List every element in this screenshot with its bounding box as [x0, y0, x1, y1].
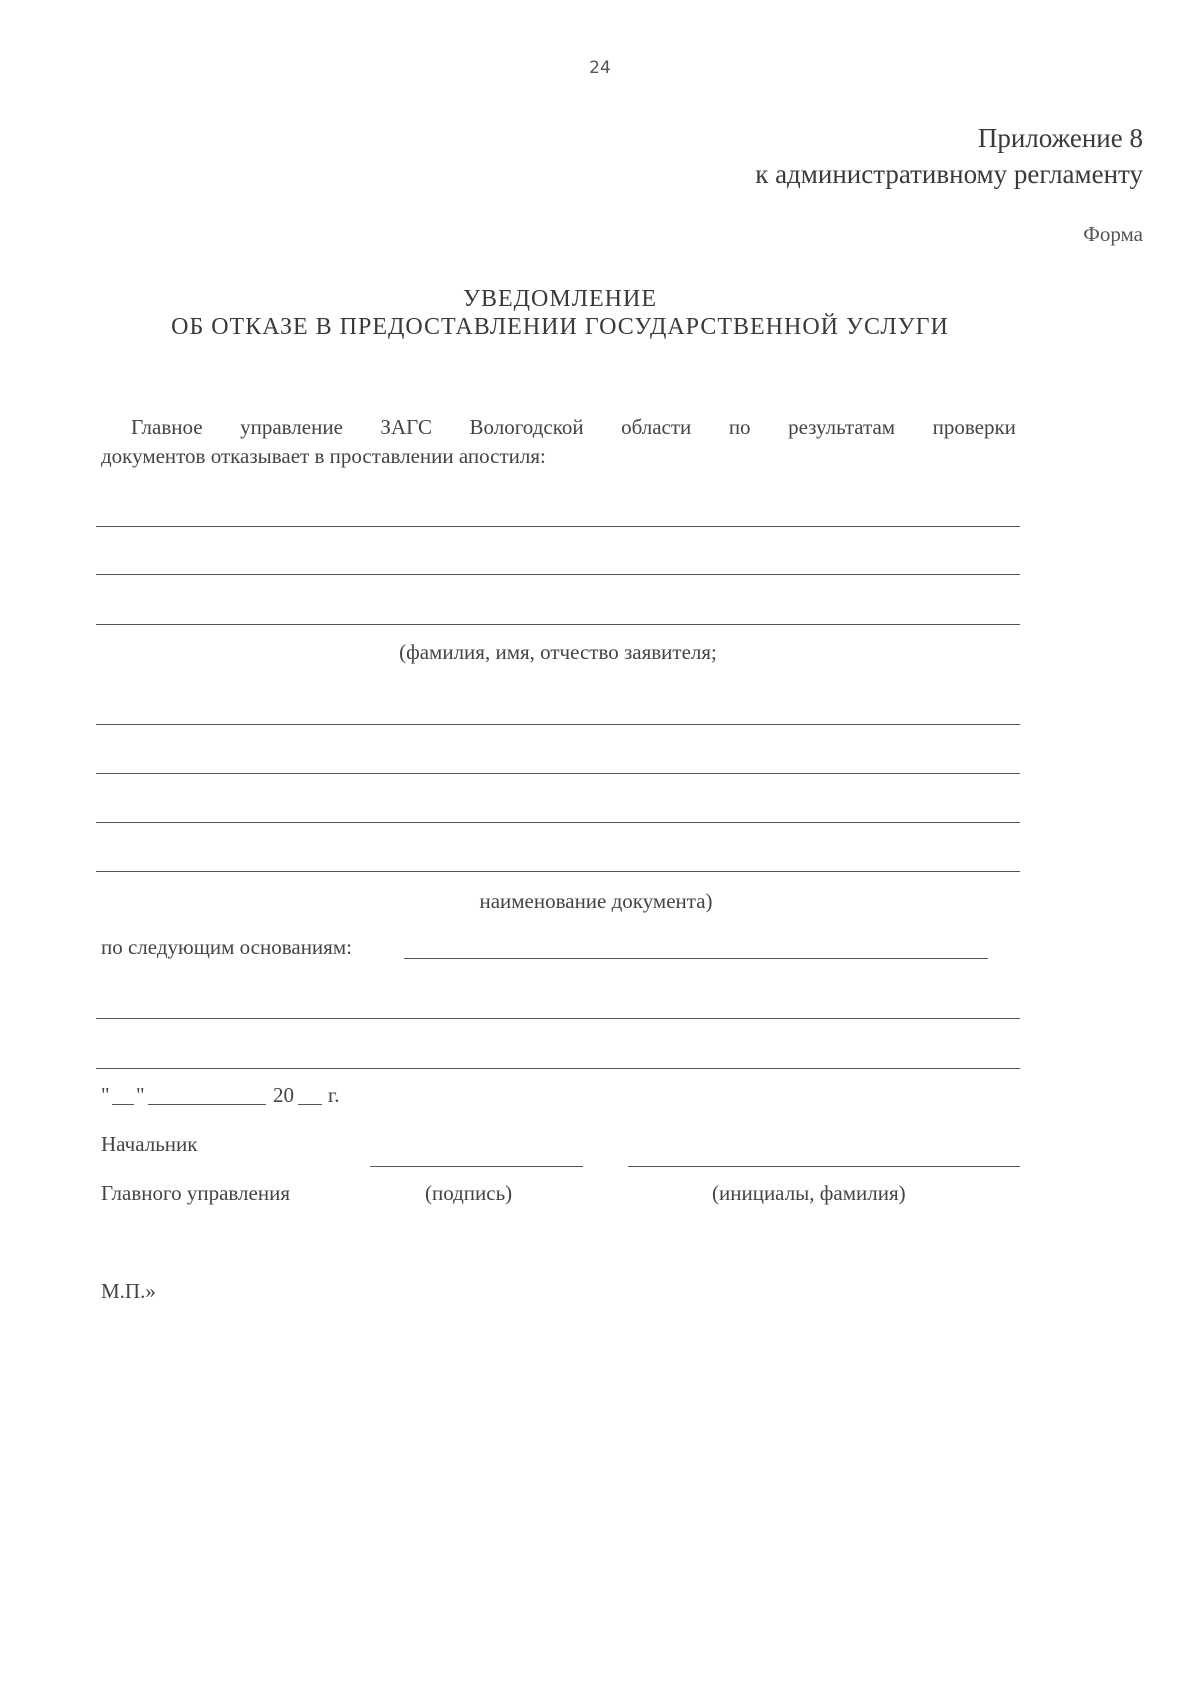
- signature-caption: (подпись): [425, 1181, 513, 1205]
- document-title: УВЕДОМЛЕНИЕ: [463, 286, 657, 312]
- grounds-blank-line[interactable]: [404, 958, 988, 959]
- date-day-blank[interactable]: [112, 1104, 134, 1105]
- grounds-label: по следующим основаниям:: [101, 935, 352, 959]
- form-label: Форма: [1083, 222, 1143, 246]
- document-blank-line[interactable]: [96, 822, 1020, 823]
- body-line-2: документов отказывает в проставлении апостиля:: [101, 444, 546, 468]
- page-number: 24: [589, 58, 611, 78]
- applicant-blank-line[interactable]: [96, 624, 1020, 625]
- appendix-header: [755, 120, 1143, 192]
- date-year-suffix: г.: [328, 1083, 340, 1107]
- body-paragraph: [101, 413, 1016, 471]
- name-caption: (инициалы, фамилия): [712, 1181, 906, 1205]
- document-subtitle: ОБ ОТКАЗЕ В ПРЕДОСТАВЛЕНИИ ГОСУДАРСТВЕННОЙ УСЛУГИ: [171, 314, 949, 340]
- body-word: управление: [240, 415, 343, 439]
- seal-label: М.П.»: [101, 1279, 156, 1303]
- date-open-quote: ": [101, 1083, 110, 1107]
- document-blank-line[interactable]: [96, 773, 1020, 774]
- signer-title-line-1: Начальник: [101, 1132, 198, 1156]
- date-close-quote: ": [136, 1083, 145, 1107]
- grounds-blank-line[interactable]: [96, 1068, 1020, 1069]
- date-year-prefix: 20: [273, 1083, 294, 1107]
- body-word: Главное: [131, 415, 203, 439]
- document-blank-line[interactable]: [96, 871, 1020, 872]
- date-year-blank[interactable]: [298, 1104, 322, 1105]
- appendix-number: Приложение 8: [977, 123, 1143, 153]
- body-word: проверки: [932, 415, 1016, 439]
- body-word: области: [621, 415, 692, 439]
- applicant-blank-line[interactable]: [96, 574, 1020, 575]
- body-word: Вологодской: [469, 415, 584, 439]
- body-word: результатам: [788, 415, 896, 439]
- signature-blank-line[interactable]: [370, 1166, 583, 1167]
- body-word: по: [728, 415, 751, 439]
- appendix-reference: к административному регламенту: [755, 159, 1143, 189]
- applicant-caption: (фамилия, имя, отчество заявителя;: [399, 640, 717, 664]
- signer-title-line-2: Главного управления: [101, 1181, 290, 1205]
- name-blank-line[interactable]: [628, 1166, 1020, 1167]
- body-line-1: [101, 413, 1016, 442]
- applicant-blank-line[interactable]: [96, 526, 1020, 527]
- document-blank-line[interactable]: [96, 724, 1020, 725]
- date-month-blank[interactable]: [148, 1104, 266, 1105]
- body-word: ЗАГС: [380, 415, 432, 439]
- document-caption: наименование документа): [479, 889, 713, 913]
- grounds-blank-line[interactable]: [96, 1018, 1020, 1019]
